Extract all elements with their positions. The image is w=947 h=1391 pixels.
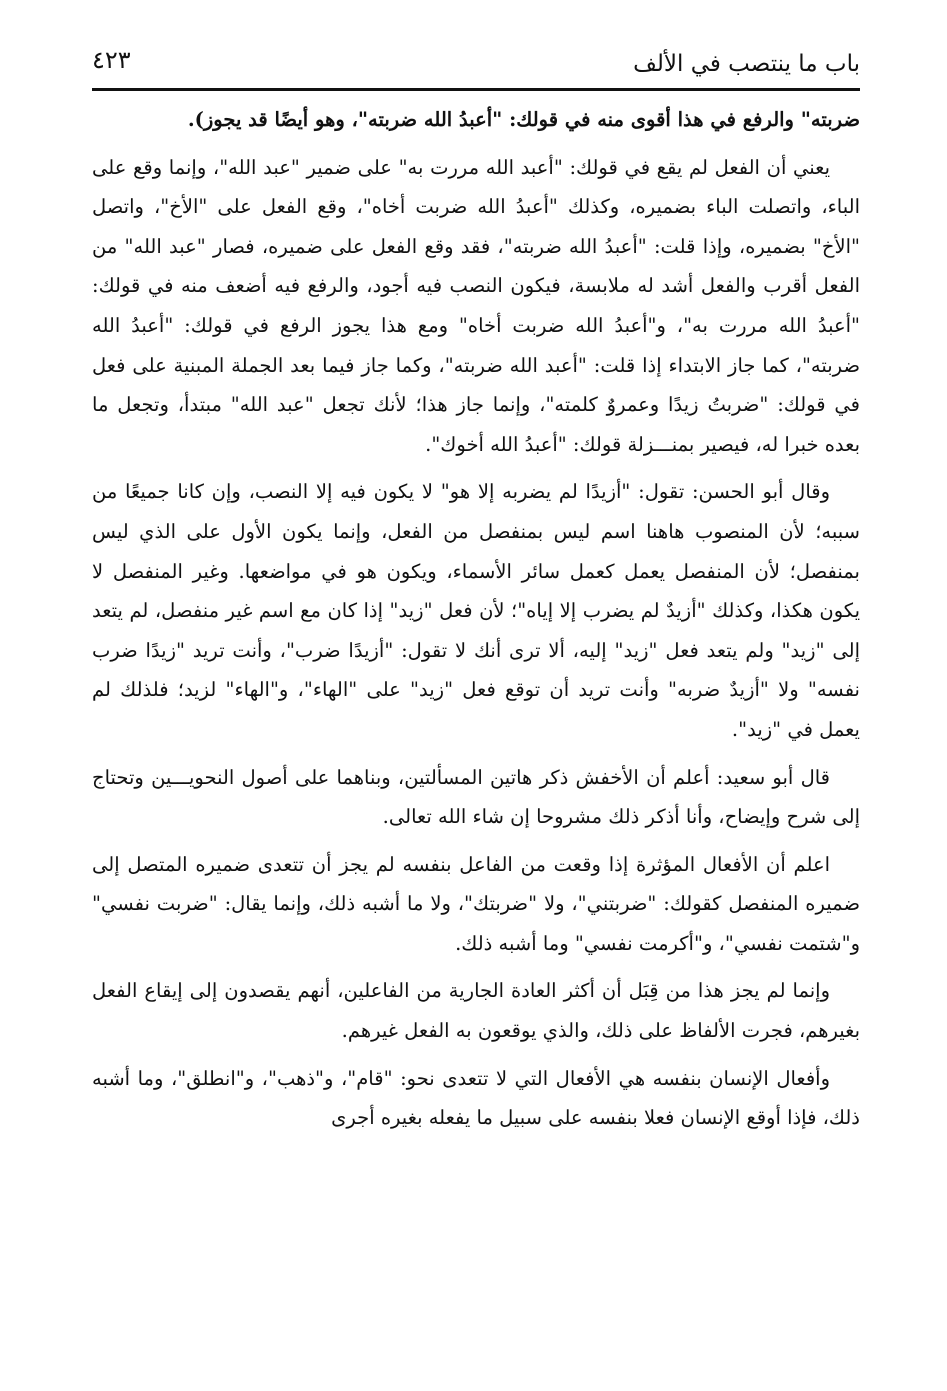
paragraph: يعني أن الفعل لم يقع في قولك: "أعبد الله مررت به" على ضمير "عبد الله"، وإنما وقع على الباء، واتصلت الباء بضميره، وكذلك "أعبدُ الله ضربت أخاه"، وقع الفعل على "الأخ"، واتصل "الأخ" بضميره، وإذا قلت: "أعبدُ الله ضربته"، فقد وقع الفعل على ضميره، فصار "عبد الله" من الفعل أقرب والفعل أشد له ملابسة، فيكون النصب فيه أجود، والرفع فيه أضعف منه في قولك: "أعبدُ الله مررت به"، و"أعبدُ الله ضربت أخاه" ومع هذا يجوز الرفع في قولك: "أعبدُ الله ضربته"، كما جاز الابتداء إذا قلت: "أعبد الله ضربته"، وكما جاز فيما بعد الجملة المبنية على فعل في قولك: "ضربتُ زيدًا وعمروٌ كلمته"، وإنما جاز هذا؛ لأنك تجعل "عبد الله" مبتدأ، وتجعل ما بعده خبرا له، فيصير بمنـــزلة قولك: "أعبدُ الله أخوك". <box>92 155 860 456</box>
chapter-title: باب ما ينتصب في الألف <box>633 51 860 77</box>
paragraph <box>92 100 860 140</box>
paragraph: قال أبو سعيد: أعلم أن الأخفش ذكر هاتين المسألتين، وبناهما على أصول النحويـــين وتحتاج إلى شرح وإيضاح، وأنا أذكر ذلك مشروحا إن شاء الله تعالى. <box>92 765 860 829</box>
body-text <box>92 100 860 1146</box>
paragraph: اعلم أن الأفعال المؤثرة إذا وقعت من الفاعل بنفسه لم يجز أن تتعدى ضميره المتصل إلى ضميره المنفصل كقولك: "ضربتني"، ولا "ضربتك"، ولا ما أشبه ذلك، وإنما يقال: "ضربت نفسي" و"شتمت نفسي"، و"أكرمت نفسي" وما أشبه ذلك. <box>92 852 860 955</box>
page-header <box>92 40 860 84</box>
paragraph: وأفعال الإنسان بنفسه هي الأفعال التي لا تتعدى نحو: "قام"، و"ذهب"، و"انطلق"، وما أشبه ذلك، فإذا أوقع الإنسان فعلا بنفسه على سبيل ما يفعله بغيره أجرى <box>92 1066 860 1130</box>
quoted-text-bold: ضربته" والرفع في هذا أقوى منه في قولك: "أعبدُ الله ضربته"، وهو أيضًا قد يجوز). <box>187 108 860 131</box>
paragraph: وإنما لم يجز هذا من قِبَل أن أكثر العادة الجارية من الفاعلين، أنهم يقصدون إلى إيقاع الفعل بغيرهم، فجرت الألفاظ على ذلك، والذي يوقعون به الفعل غيرهم. <box>92 979 860 1043</box>
header-rule <box>92 88 860 91</box>
page-number: ٤٢٣ <box>92 46 131 74</box>
book-page <box>92 0 860 1391</box>
paragraph: وقال أبو الحسن: تقول: "أزيدًا لم يضربه إلا هو" لا يكون فيه إلا النصب، وإن كانا جميعًا من سببه؛ لأن المنصوب هاهنا اسم ليس بمنفصل من الفعل، وإنما يكون الأول على الذي ليس بمنفصل؛ لأن المنفصل يعمل كعمل سائر الأسماء، ويكون هو في مواضعها. وغير المنفصل لا يكون هكذا، وكذلك "أزيدٌ لم يضرب إلا إياه"؛ لأن فعل "زيد" إذا كان مع اسم غير منفصل، لم يتعد إلى "زيد" ولم يتعد فعل "زيد" إليه، ألا ترى أنك لا تقول: "أزيدًا ضرب"، وأنت تريد "زيدًا ضرب نفسه" ولا "أزيدٌ ضربه" وأنت تريد أن توقع فعل "زيد" على "الهاء"، و"الهاء" لزيد؛ فلذلك لم يعمل في "زيد". <box>92 480 860 741</box>
